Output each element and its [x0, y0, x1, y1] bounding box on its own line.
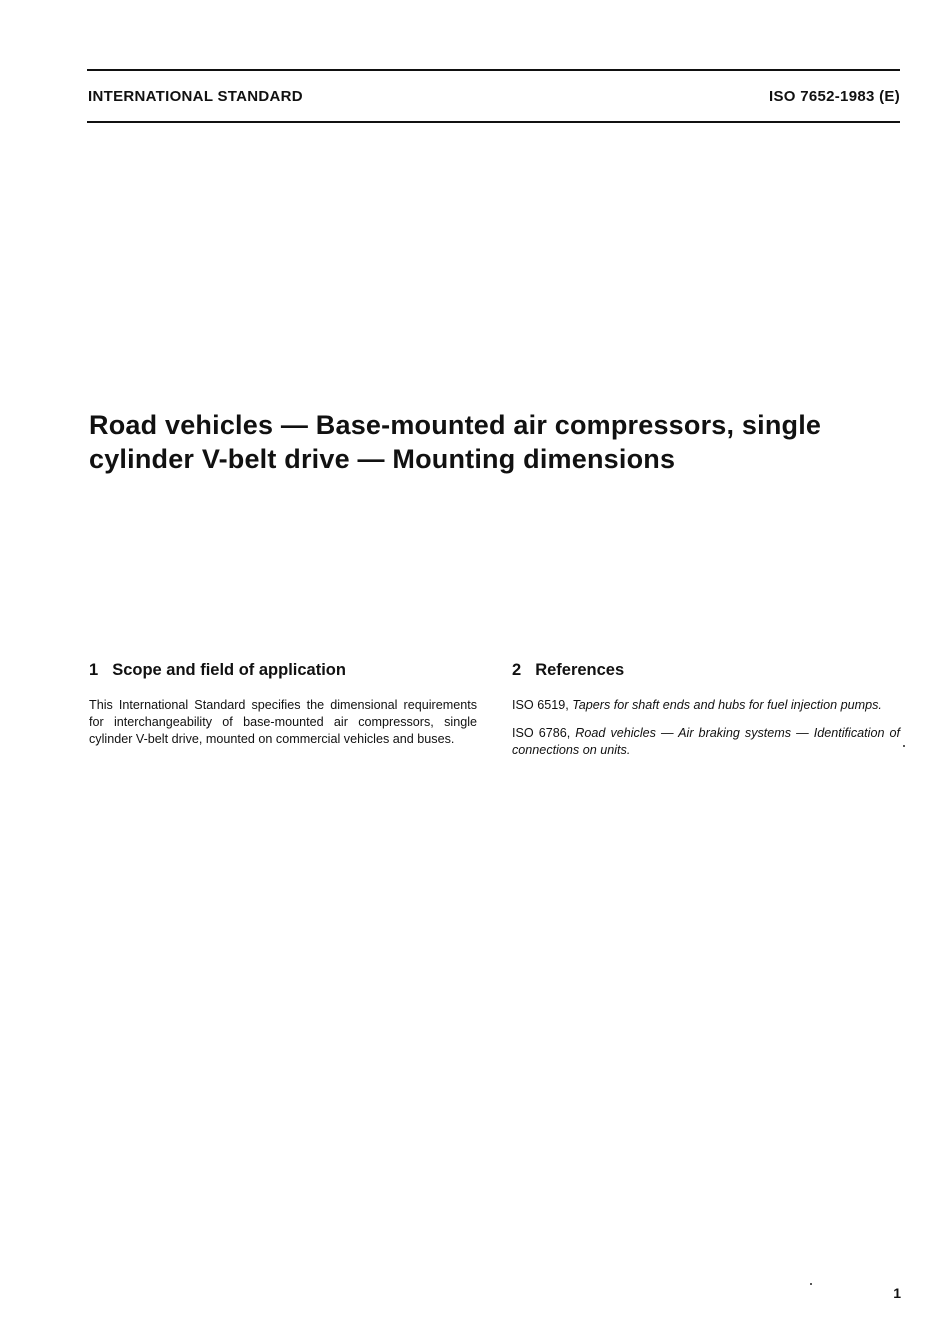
scope-paragraph: This International Standard specifies the dimensional requirements for interchangeability of base-mounted air compressors, single cylinder V-belt drive, mounted on commercial vehicles and buses. — [89, 698, 477, 746]
section-scope — [89, 661, 477, 748]
reference-code: ISO 6519, — [512, 698, 569, 712]
title-line-2: cylinder V-belt drive — Mounting dimensions — [89, 444, 676, 474]
reference-item — [512, 697, 900, 714]
section-title: Scope and field of application — [112, 661, 346, 679]
document-title — [89, 408, 889, 476]
section-title: References — [535, 661, 625, 679]
section-number: 1 — [89, 661, 99, 679]
reference-title: Road vehicles — Air braking systems — Identification of connections on units. — [512, 726, 900, 757]
section-references — [512, 661, 900, 770]
title-line-1: Road vehicles — Base-mounted air compressors, single — [89, 410, 822, 440]
section-heading — [512, 661, 900, 680]
scan-speck — [903, 745, 905, 747]
section-heading — [89, 661, 477, 680]
header-bottom-rule — [87, 121, 900, 123]
scan-speck — [810, 1283, 812, 1285]
reference-title: Tapers for shaft ends and hubs for fuel injection pumps. — [572, 698, 882, 712]
section-number: 2 — [512, 661, 522, 679]
header-top-rule — [87, 69, 900, 71]
reference-item — [512, 725, 900, 759]
reference-code: ISO 6786, — [512, 726, 571, 740]
standard-number: ISO 7652-1983 (E) — [768, 88, 900, 105]
page-number: 1 — [893, 1285, 901, 1301]
document-type: INTERNATIONAL STANDARD — [88, 88, 303, 105]
